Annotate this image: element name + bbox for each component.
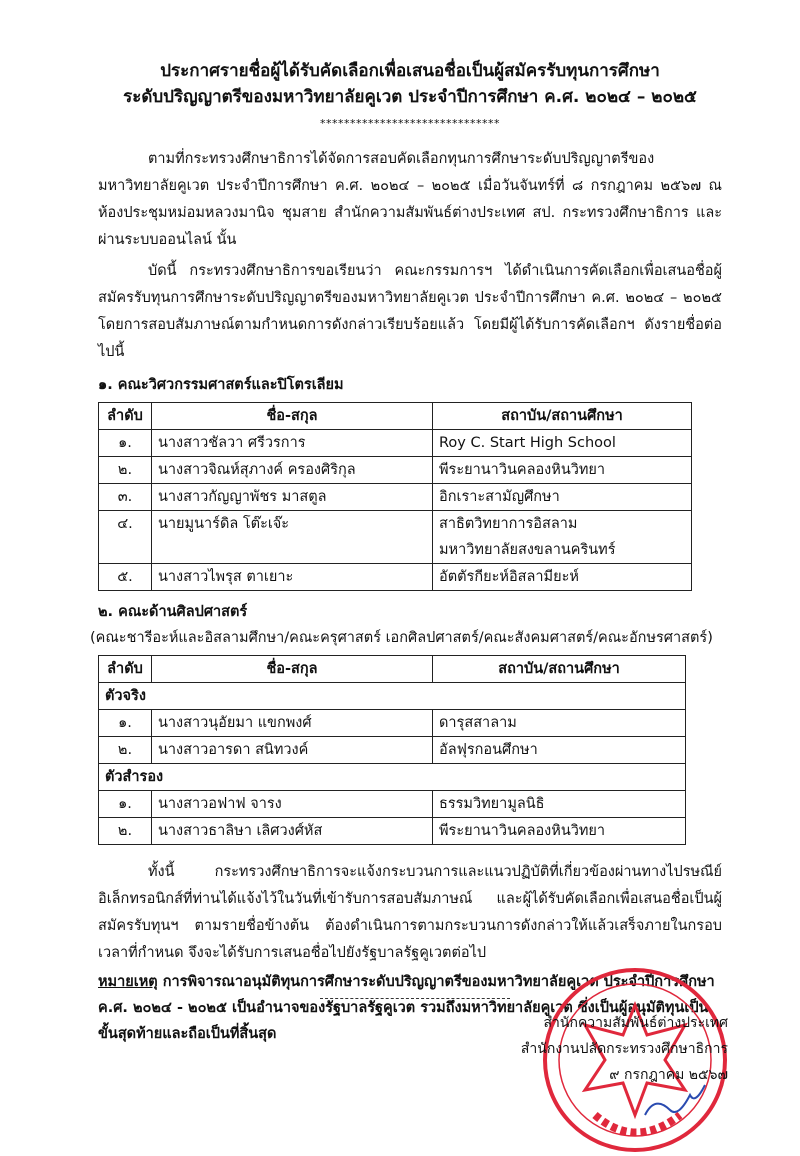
document-page	[90, 58, 722, 1047]
group-row-reserve	[99, 764, 686, 791]
row-school: ธรรมวิทยามูลนิธิ	[433, 791, 686, 818]
row-name: นางสาวกัญญาพัชร มาสตูล	[152, 484, 433, 511]
col-no: ลำดับ	[99, 403, 152, 430]
row-name: นางสาวชัลวา ศรีวรการ	[152, 430, 433, 457]
title-separator: ******************************	[320, 117, 500, 130]
row-school: อิกเราะสามัญศึกษา	[433, 484, 692, 511]
title-line-2: ระดับปริญญาตรีของมหาวิทยาลัยคูเวต ประจำปีการศึกษา ค.ศ. ๒๐๒๔ – ๒๐๒๕	[123, 87, 697, 107]
row-no: ๒.	[99, 457, 152, 484]
section-2-heading: ๒. คณะด้านศิลปศาสตร์	[98, 604, 248, 620]
row-no: ๒.	[99, 818, 152, 845]
col-name: ชื่อ-สกุล	[152, 403, 433, 430]
row-no: ๒.	[99, 737, 152, 764]
row-name: นางสาวอารดา สนิทวงค์	[152, 737, 433, 764]
signature-office: สำนักความสัมพันธ์ต่างประเทศ	[543, 1015, 728, 1031]
section-2-subheading: (คณะชารีอะห์และอิสลามศึกษา/คณะครุศาสตร์ เอกศิลปศาสตร์/คณะสังคมศาสตร์/คณะอักษรศาสตร์)	[90, 630, 713, 646]
note-label: หมายเหตุ	[98, 974, 158, 990]
row-school: พีระยานาวินคลองหินวิทยา	[433, 818, 686, 845]
group-label: ตัวจริง	[99, 683, 686, 710]
table-header	[99, 403, 692, 430]
row-no: ๑.	[99, 791, 152, 818]
row-no: ๕.	[99, 564, 152, 591]
row-school: พีระยานาวินคลองหินวิทยา	[433, 457, 692, 484]
table-row	[99, 737, 686, 764]
row-no: ๑.	[99, 710, 152, 737]
document-title	[98, 58, 722, 110]
group-row-primary	[99, 683, 686, 710]
section-1-table	[98, 402, 692, 591]
signature-agency: สำนักงานปลัดกระทรวงศึกษาธิการ	[520, 1041, 728, 1057]
row-no: ๔.	[99, 511, 152, 564]
table-row	[99, 430, 692, 457]
row-no: ๓.	[99, 484, 152, 511]
row-name: นางสาวจิณห์สุภางค์ ครองศิริกุล	[152, 457, 433, 484]
group-label: ตัวสำรอง	[99, 764, 686, 791]
signature-block	[521, 1010, 728, 1088]
paragraph-closing: ทั้งนี้ กระทรวงศึกษาธิการจะแจ้งกระบวนการและแนวปฏิบัติที่เกี่ยวข้องผ่านทางไปรษณีย์อิเล็กทรอนิกส์ที่ท่านได้แจ้งไว้ในวันที่เข้ารับการสอบสัมภาษณ์ และผู้ได้รับคัดเลือกเพื่อเสนอชื่อเป็นผู้สมัครรับทุนฯ ตามรายชื่อข้างต้น ต้องดำเนินการตามกระบวนการดังกล่าวให้แล้วเสร็จภายในกรอบเวลาที่กำหนด จึงจะได้รับการเสนอชื่อไปยังรัฐบาลรัฐคูเวตต่อไป	[98, 864, 722, 961]
col-school: สถาบัน/สถานศึกษา	[433, 403, 692, 430]
row-school: อัลฟุรกอนศึกษา	[433, 737, 686, 764]
title-line-1: ประกาศรายชื่อผู้ได้รับคัดเลือกเพื่อเสนอชื่อเป็นผู้สมัครรับทุนการศึกษา	[160, 61, 660, 81]
col-name: ชื่อ-สกุล	[152, 656, 433, 683]
row-no: ๑.	[99, 430, 152, 457]
row-school: ดารุสสาลาม	[433, 710, 686, 737]
table-row	[99, 564, 692, 591]
row-name: นางสาวนุอัยมา แขกพงศ์	[152, 710, 433, 737]
row-school: Roy C. Start High School	[433, 430, 692, 457]
table-row	[99, 791, 686, 818]
table-row	[99, 511, 692, 564]
col-school: สถาบัน/สถานศึกษา	[433, 656, 686, 683]
row-name: นางสาวธาลิษา เลิศวงศ์หัส	[152, 818, 433, 845]
table-header	[99, 656, 686, 683]
row-school: สาธิตวิทยาการอิสลาม	[439, 516, 578, 532]
table-row	[99, 457, 692, 484]
table-row	[99, 710, 686, 737]
table-row	[99, 818, 686, 845]
signature-date: ๙ กรกฎาคม ๒๕๖๗	[609, 1067, 728, 1083]
row-name: นางสาวไพรุส ตาเยาะ	[152, 564, 433, 591]
row-name: นางสาวอฟาฟ จารง	[152, 791, 433, 818]
row-name: นายมูนาร์ดิล โต๊ะเจ๊ะ	[152, 511, 433, 564]
section-1-heading: ๑. คณะวิศวกรรมศาสตร์และปิโตรเลียม	[98, 377, 344, 393]
row-school-line-2: มหาวิทยาลัยสงขลานครินทร์	[439, 542, 616, 558]
table-row	[99, 484, 692, 511]
paragraph-announcement: บัดนี้ กระทรวงศึกษาธิการขอเรียนว่า คณะกรรมการฯ ได้ดำเนินการคัดเลือกเพื่อเสนอชื่อผู้สมัครรับทุนการศึกษาระดับปริญญาตรีของมหาวิทยาลัยคูเวต ประจำปีการศึกษา ค.ศ. ๒๐๒๔ – ๒๐๒๕ โดยการสอบสัมภาษณ์ตามกำหนดการดังกล่าวเรียบร้อยแล้ว โดยมีผู้ได้รับการคัดเลือกฯ ดังรายชื่อต่อไปนี้	[98, 263, 722, 360]
paragraph-intro: ตามที่กระทรวงศึกษาธิการได้จัดการสอบคัดเลือกทุนการศึกษาระดับปริญญาตรีของมหาวิทยาลัยคูเวต ประจำปีการศึกษา ค.ศ. ๒๐๒๔ – ๒๐๒๕ เมื่อวันจันทร์ที่ ๘ กรกฎาคม ๒๕๖๗ ณ ห้องประชุมหม่อมหลวงมานิจ ชุมสาย สำนักความสัมพันธ์ต่างประเทศ สป. กระทรวงศึกษาธิการ และผ่านระบบออนไลน์ นั้น	[98, 151, 722, 248]
col-no: ลำดับ	[99, 656, 152, 683]
divider	[320, 998, 510, 999]
note-text: การพิจารณาอนุมัติทุนการศึกษาระดับปริญญาตรีของมหาวิทยาลัยคูเวต ประจำปีการศึกษา ค.ศ. ๒๐๒๔ - ๒๐๒๕ เป็นอำนาจของรัฐบาลรัฐคูเวต รวมถึงมหาวิทยาลัยคูเวต ซึ่งเป็นผู้อนุมัติทุนเป็นขั้นสุดท้ายและถือเป็นที่สิ้นสุด	[98, 974, 715, 1042]
row-school: อัตตัรกียะห์อิสลามียะห์	[433, 564, 692, 591]
section-2-table	[98, 655, 686, 845]
